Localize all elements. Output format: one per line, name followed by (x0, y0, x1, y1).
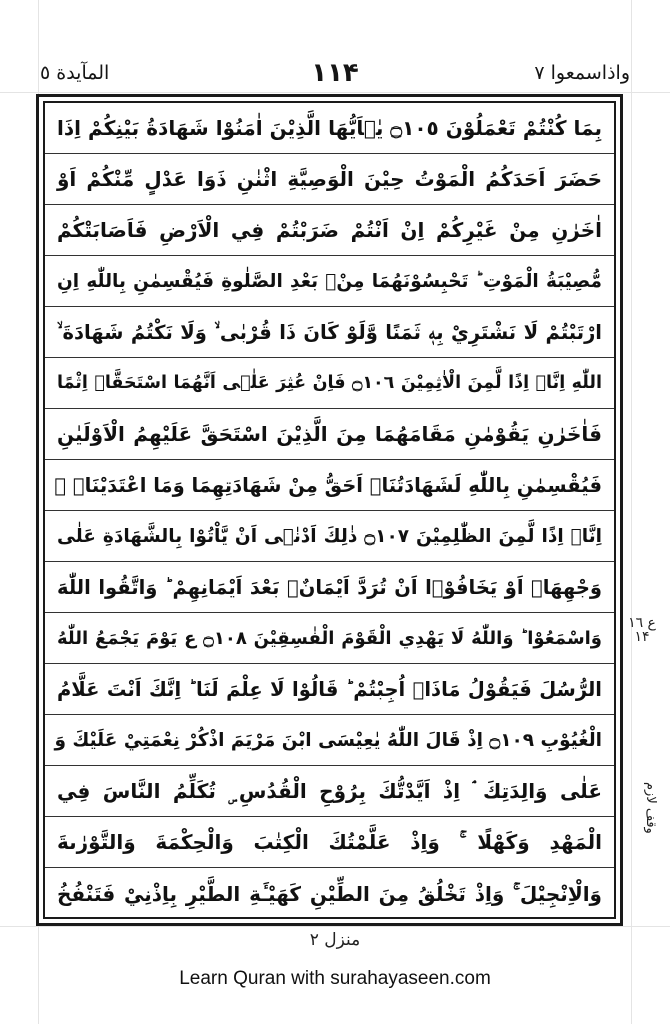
verse-text: مُّصِيْبَةُ الْمَوْتِ ؕ تَحْبِسُوْنَهُمَا مِنْۢ بَعْدِ الصَّلٰوةِ فَيُقْسِمٰنِ بِاللّٰهِ اِنِ (57, 270, 602, 292)
verse-line-16 (45, 868, 614, 919)
verse-line-9 (45, 511, 614, 562)
verse-text: اللّٰهِ اِنَّاۤ اِذًا لَّمِنَ الْاٰثِمِيْنَ ۝١٠٦ فَاِنْ عُثِرَ عَلٰۤى اَنَّهُمَا اسْتَحَقَّاۤ اِثْمًا (57, 373, 602, 393)
verse-text: الرُّسُلَ فَيَقُوْلُ مَاذَاۤ اُجِبْتُمْ ؕ قَالُوْا لَا عِلْمَ لَنَا ؕ اِنَّكَ اَنْتَ عَلَّامُ (57, 677, 602, 701)
verse-text: فَاٰخَرٰنِ يَقُوْمٰنِ مَقَامَهُمَا مِنَ الَّذِيْنَ اسْتَحَقَّ عَلَيْهِمُ الْاَوْلَيٰنِ (57, 422, 602, 446)
site-credit: Learn Quran with surahayaseen.com (179, 968, 491, 989)
verse-line-8 (45, 460, 614, 511)
verse-line-4 (45, 256, 614, 307)
guide-line-right (631, 0, 632, 1024)
verse-lines (45, 103, 614, 917)
verse-line-14 (45, 766, 614, 817)
surah-name: المآيدة ٥ (40, 62, 110, 84)
page-number: ١١۴ (311, 58, 359, 88)
verse-line-7 (45, 409, 614, 460)
verse-line-1 (45, 103, 614, 154)
verse-text: بِمَا كُنْتُمْ تَعْمَلُوْنَ ۝١٠٥ يٰۤاَيُّهَا الَّذِيْنَ اٰمَنُوْا شَهَادَةُ بَيْنِكُمْ اِذَا (57, 116, 602, 140)
verse-line-13 (45, 715, 614, 766)
verse-text: وَاسْمَعُوْا ؕ وَاللّٰهُ لَا يَهْدِي الْقَوْمَ الْفٰسِقِيْنَ ۝١٠٨ ع يَوْمَ يَجْمَعُ اللّٰهُ (57, 627, 602, 649)
verse-text: ارْتَبْتُمْ لَا نَشْتَرِيْ بِهٖ ثَمَنًا وَّلَوْ كَانَ ذَا قُرْبٰى ۙ وَلَا نَكْتُمُ شَهَادَةَ ۙ (57, 320, 602, 344)
verse-line-15 (45, 817, 614, 868)
verse-text: اِنَّاۤ اِذًا لَّمِنَ الظّٰلِمِيْنَ ۝١٠٧ ذٰلِكَ اَدْنٰۤى اَنْ يَّاْتُوْا بِالشَّهَادَةِ عَلٰى (57, 525, 602, 547)
para-name: واذاسمعوا ٧ (534, 62, 630, 84)
wakf-marker: وقف لازم (643, 782, 658, 834)
verse-text: وَالْاِنْجِيْلَ ۚ وَاِذْ تَخْلُقُ مِنَ الطِّيْنِ كَهَيْـَٔةِ الطَّيْرِ بِاِذْنِيْ فَتَنْفُخُ (57, 881, 602, 906)
verse-line-11 (45, 613, 614, 664)
verse-text: الْمَهْدِ وَكَهْلًا ۚ وَاِذْ عَلَّمْتُكَ الْكِتٰبَ وَالْحِكْمَةَ وَالتَّوْرٰىةَ (57, 830, 602, 854)
verse-text: حَضَرَ اَحَدَكُمُ الْمَوْتُ حِيْنَ الْوَصِيَّةِ اثْنٰنِ ذَوَا عَدْلٍ مِّنْكُمْ اَوْ (57, 167, 602, 191)
ruku-marker: ع ١٦ ۱۴ (628, 615, 656, 645)
verse-text: اٰخَرٰنِ مِنْ غَيْرِكُمْ اِنْ اَنْتُمْ ضَرَبْتُمْ فِي الْاَرْضِ فَاَصَابَتْكُمْ (57, 218, 602, 242)
verse-line-12 (45, 664, 614, 715)
verse-line-5 (45, 307, 614, 358)
page-header (40, 58, 630, 94)
verse-line-3 (45, 205, 614, 256)
verse-text: عَلٰى وَالِدَتِكَ ۘ اِذْ اَيَّدْتُّكَ بِرُوْحِ الْقُدُسِ ۣ تُكَلِّمُ النَّاسَ فِي (57, 779, 602, 803)
verse-line-10 (45, 562, 614, 613)
verse-line-2 (45, 154, 614, 205)
verse-text: فَيُقْسِمٰنِ بِاللّٰهِ لَشَهَادَتُنَاۤ اَحَقُّ مِنْ شَهَادَتِهِمَا وَمَا اعْتَدَيْنَاۤ ۖ (54, 473, 602, 497)
verse-text: وَجْهِهَاۤ اَوْ يَخَافُوْۤا اَنْ تُرَدَّ اَيْمَانٌۢ بَعْدَ اَيْمَانِهِمْ ؕ وَاتَّقُوا اللّٰهَ (57, 575, 602, 599)
guide-line-bottom (0, 926, 670, 927)
verse-text: الْغُيُوْبِ ۝١٠٩ اِذْ قَالَ اللّٰهُ يٰعِيْسَى ابْنَ مَرْيَمَ اذْكُرْ نِعْمَتِيْ عَلَيْكَ وَ (54, 729, 602, 751)
verse-line-6 (45, 358, 614, 409)
manzil-label: منزل ٢ (309, 930, 361, 950)
